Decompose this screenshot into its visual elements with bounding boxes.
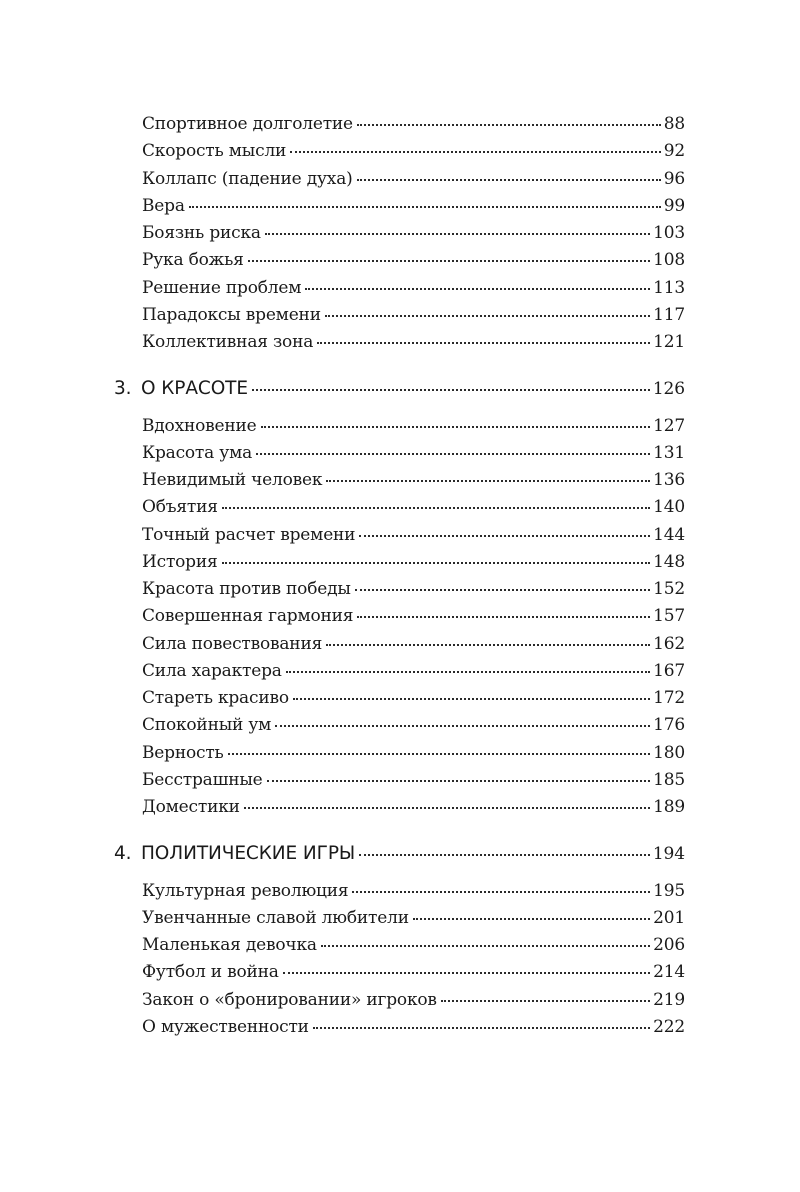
- dot-leader: [441, 1000, 650, 1002]
- toc-entry: [142, 169, 685, 189]
- toc-entry-title: Футбол и война: [142, 962, 279, 983]
- dot-leader: [293, 698, 650, 700]
- toc-entry-page: 136: [653, 470, 685, 490]
- toc-entry: [142, 525, 685, 545]
- toc-entry-page: 185: [653, 769, 685, 790]
- dot-leader: [222, 562, 651, 564]
- toc-entry: [142, 1017, 685, 1037]
- toc-entry-title: Невидимый человек: [142, 470, 323, 490]
- toc-entry: [142, 661, 685, 681]
- toc-entry-title: Стареть красиво: [142, 688, 289, 708]
- toc-entry-page: 201: [653, 907, 685, 928]
- toc-entry-title: Закон о «бронировании» игроков: [142, 989, 437, 1010]
- dot-leader: [317, 342, 650, 344]
- toc-entry-title: Красота ума: [142, 442, 253, 463]
- dot-leader: [265, 233, 650, 235]
- toc-entry: [142, 223, 685, 243]
- dot-leader: [313, 1027, 650, 1029]
- toc-entry-page: 162: [653, 633, 685, 654]
- toc-entry-page: 99: [663, 195, 685, 216]
- dot-leader: [326, 644, 650, 646]
- toc-entry: [142, 881, 685, 901]
- chapter-page-number: 194: [652, 844, 685, 865]
- chapter-page-number: 126: [652, 379, 685, 400]
- toc-entry: [142, 250, 685, 270]
- toc-entry-page: 148: [653, 551, 685, 572]
- toc-entry-title: Рука божья: [142, 250, 244, 271]
- toc-entry-title: О мужественности: [142, 1016, 309, 1037]
- dot-leader: [321, 945, 650, 947]
- dot-leader: [357, 616, 650, 618]
- toc-entry: [142, 114, 685, 134]
- toc-entry-title: Боязнь риска: [142, 223, 261, 243]
- toc-entry: [142, 497, 685, 517]
- toc-entry: [142, 908, 685, 928]
- toc-entry: [142, 470, 685, 490]
- toc-entry: [142, 443, 685, 463]
- dot-leader: [359, 535, 650, 537]
- toc-entry-page: 157: [653, 606, 685, 627]
- dot-leader: [357, 124, 661, 126]
- toc-entry-title: Скорость мысли: [142, 141, 287, 162]
- chapter-title: ПОЛИТИЧЕСКИЕ ИГРЫ: [141, 843, 356, 865]
- toc-entry-page: 113: [653, 277, 685, 298]
- dot-leader: [267, 780, 651, 782]
- dot-leader: [252, 389, 650, 391]
- dot-leader: [261, 426, 651, 428]
- dot-leader: [286, 671, 650, 673]
- toc-entry-page: 96: [663, 168, 685, 189]
- toc-entry-title: Решение проблем: [142, 277, 302, 298]
- toc-entry-page: 144: [653, 524, 685, 545]
- toc-entry-title: Доместики: [142, 797, 240, 817]
- toc-entry: [142, 715, 685, 735]
- toc-entry-page: 172: [653, 688, 685, 708]
- toc-entry-title: Коллапс (падение духа): [142, 168, 353, 189]
- toc-entry-page: 127: [653, 415, 685, 436]
- dot-leader: [290, 151, 661, 153]
- dot-leader: [189, 206, 661, 208]
- toc-entry-title: Точный расчет времени: [142, 524, 356, 545]
- dot-leader: [244, 807, 650, 809]
- toc-entry: [142, 141, 685, 161]
- toc-entry-page: 195: [653, 880, 685, 901]
- dot-leader: [283, 972, 650, 974]
- dot-leader: [325, 315, 650, 317]
- dot-leader: [222, 507, 650, 509]
- toc-entry-title: Спокойный ум: [142, 715, 272, 736]
- chapter-number: 3.: [114, 378, 132, 400]
- toc-entry: [142, 606, 685, 626]
- dot-leader: [413, 918, 650, 920]
- dot-leader: [256, 453, 650, 455]
- toc-entry: [142, 990, 685, 1010]
- toc-entry-page: 117: [653, 304, 685, 325]
- toc-entry-title: Вера: [142, 195, 185, 216]
- toc-entry-title: Парадоксы времени: [142, 304, 321, 325]
- toc-entry-page: 206: [653, 935, 685, 955]
- dot-leader: [228, 753, 651, 755]
- toc-entry-title: Бесстрашные: [142, 769, 263, 790]
- toc-entry-page: 140: [653, 497, 685, 518]
- toc-entry-title: Верность: [142, 742, 224, 763]
- toc-entry-page: 222: [653, 1016, 685, 1037]
- toc-entry-title: Культурная революция: [142, 880, 349, 901]
- toc-entry-title: Совершенная гармония: [142, 606, 354, 627]
- toc-entry: [142, 688, 685, 708]
- chapter-heading: [114, 378, 685, 399]
- toc-entry-page: 167: [653, 660, 685, 681]
- toc-entry-page: 176: [653, 715, 685, 736]
- dot-leader: [275, 725, 650, 727]
- toc-entry: [142, 305, 685, 325]
- dot-leader: [355, 589, 650, 591]
- toc-entry-page: 214: [653, 962, 685, 983]
- toc-entry-page: 108: [653, 250, 685, 271]
- toc-entry: [142, 935, 685, 955]
- chapter-number: 4.: [114, 843, 132, 865]
- toc-entry-page: 92: [663, 141, 685, 162]
- dot-leader: [305, 288, 650, 290]
- toc-entry: [142, 416, 685, 436]
- toc-entry-title: Коллективная зона: [142, 332, 314, 352]
- toc-entry-page: 131: [653, 442, 685, 463]
- dot-leader: [359, 854, 650, 856]
- toc-entry: [142, 196, 685, 216]
- toc-entry-page: 219: [653, 989, 685, 1010]
- toc-entry-page: 121: [653, 332, 685, 352]
- toc-entry-title: Красота против победы: [142, 579, 351, 599]
- toc-entry: [142, 770, 685, 790]
- toc-entry: [142, 332, 685, 352]
- toc-entry-page: 152: [653, 579, 685, 599]
- dot-leader: [357, 179, 661, 181]
- dot-leader: [352, 891, 650, 893]
- toc-entry-title: Объятия: [142, 497, 218, 518]
- dot-leader: [248, 260, 650, 262]
- toc-entry: [142, 743, 685, 763]
- toc-entry: [142, 278, 685, 298]
- toc-entry-page: 103: [653, 223, 685, 243]
- toc-entry: [142, 634, 685, 654]
- toc-entry: [142, 579, 685, 599]
- toc-entry-page: 88: [663, 114, 685, 134]
- dot-leader: [326, 480, 650, 482]
- toc-entry-page: 180: [653, 742, 685, 763]
- chapter-heading: [114, 843, 685, 864]
- toc-entry: [142, 797, 685, 817]
- toc-entry-title: Увенчанные славой любители: [142, 907, 409, 928]
- toc-entry-title: Вдохновение: [142, 415, 257, 436]
- toc-entry-page: 189: [653, 797, 685, 817]
- toc-entry-title: Спортивное долголетие: [142, 114, 353, 134]
- chapter-title: О КРАСОТЕ: [141, 378, 248, 400]
- toc-entry: [142, 552, 685, 572]
- toc-entry-title: Маленькая девочка: [142, 935, 317, 955]
- toc-entry: [142, 962, 685, 982]
- toc-entry-title: История: [142, 551, 218, 572]
- toc-entry-title: Сила повествования: [142, 633, 323, 654]
- toc-entry-title: Сила характера: [142, 660, 282, 681]
